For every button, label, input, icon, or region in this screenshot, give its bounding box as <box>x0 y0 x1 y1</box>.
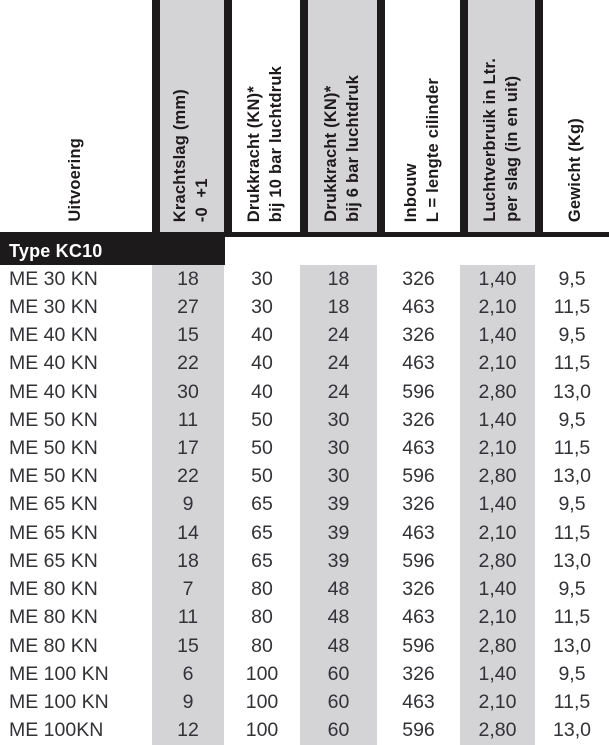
table-row <box>0 717 609 745</box>
cell-value: 50 <box>251 408 273 431</box>
cell-value: 18 <box>300 293 377 321</box>
header-label: Drukkracht (KN)* <box>321 85 340 222</box>
cell-value: 2,10 <box>460 604 535 632</box>
header-sublabel: L = lengte cilinder <box>423 77 442 222</box>
header-sublabel: bij 6 bar luchtdruk <box>343 75 362 222</box>
table-row <box>0 576 609 604</box>
table-row <box>0 689 609 717</box>
table-row <box>0 491 609 519</box>
header-sublabel: -0 +1 <box>193 178 211 222</box>
table-row <box>0 632 609 660</box>
cell-value: 65 <box>251 493 273 516</box>
cell-value: 48 <box>300 576 377 604</box>
cell-value: 18 <box>152 547 224 575</box>
cell-uitvoering: ME 100 KN <box>9 662 109 685</box>
cell-value: 2,80 <box>460 717 535 745</box>
cell-value: 9,5 <box>558 324 586 347</box>
cell-value: 100 <box>245 691 279 714</box>
cell-value: 596 <box>402 380 435 403</box>
cell-value: 1,40 <box>460 321 535 349</box>
header-cell-5 <box>377 0 460 232</box>
table-row <box>0 547 609 575</box>
cell-value: 2,10 <box>460 519 535 547</box>
cell-value: 463 <box>402 691 435 714</box>
cell-value: 2,10 <box>460 350 535 378</box>
cell-value: 463 <box>402 295 435 318</box>
header-rotated-text <box>170 89 214 222</box>
cell-uitvoering: ME 65 KN <box>9 521 98 544</box>
cell-value: 2,80 <box>460 378 535 406</box>
cell-value: 596 <box>402 465 435 488</box>
table-row <box>0 434 609 462</box>
table-row <box>0 265 609 293</box>
cell-value: 9,5 <box>558 493 586 516</box>
cell-value: 1,40 <box>460 265 535 293</box>
cell-value: 2,80 <box>460 632 535 660</box>
cell-value: 40 <box>251 380 273 403</box>
cell-value: 1,40 <box>460 406 535 434</box>
cell-uitvoering: ME 40 KN <box>9 380 98 403</box>
cell-value: 13,0 <box>553 634 591 657</box>
cell-uitvoering: ME 40 KN <box>9 352 98 375</box>
cell-value: 39 <box>300 491 377 519</box>
cell-value: 24 <box>300 321 377 349</box>
cell-value: 22 <box>152 463 224 491</box>
cell-value: 11 <box>152 406 224 434</box>
cell-value: 80 <box>251 606 273 629</box>
cell-value: 15 <box>152 321 224 349</box>
header-rotated-text <box>565 118 587 222</box>
cell-value: 326 <box>402 578 435 601</box>
cell-value: 50 <box>251 465 273 488</box>
cell-uitvoering: ME 100 KN <box>9 691 109 714</box>
cell-value: 326 <box>402 267 435 290</box>
header-cell-2 <box>152 0 224 232</box>
cell-uitvoering: ME 40 KN <box>9 324 98 347</box>
cell-uitvoering: ME 30 KN <box>9 267 98 290</box>
cell-value: 27 <box>152 293 224 321</box>
cell-uitvoering: ME 100KN <box>9 719 104 742</box>
section-label: Type KC10 <box>0 237 225 265</box>
cell-value: 13,0 <box>553 549 591 572</box>
cell-value: 596 <box>402 549 435 572</box>
header-cell-7 <box>535 0 609 232</box>
cell-value: 11,5 <box>553 295 591 318</box>
table-row <box>0 321 609 349</box>
cell-value: 80 <box>251 578 273 601</box>
table-row <box>0 378 609 406</box>
header-label: Gewicht (Kg) <box>566 117 585 222</box>
cell-value: 2,10 <box>460 434 535 462</box>
header-label: Krachtslag (mm) <box>171 88 190 222</box>
cell-value: 39 <box>300 547 377 575</box>
cell-value: 2,10 <box>460 689 535 717</box>
cell-value: 17 <box>152 434 224 462</box>
header-cell-3 <box>224 0 300 232</box>
table-header <box>0 0 609 237</box>
cell-uitvoering: ME 65 KN <box>9 493 98 516</box>
cell-value: 22 <box>152 350 224 378</box>
cell-value: 60 <box>300 689 377 717</box>
cell-value: 463 <box>402 521 435 544</box>
cell-value: 30 <box>152 378 224 406</box>
cell-value: 326 <box>402 408 435 431</box>
cell-value: 40 <box>251 352 273 375</box>
cell-value: 9,5 <box>558 662 586 685</box>
cell-value: 18 <box>152 265 224 293</box>
cell-value: 6 <box>152 660 224 688</box>
cell-value: 65 <box>251 521 273 544</box>
table-body <box>0 265 609 745</box>
cell-value: 463 <box>402 437 435 460</box>
cell-value: 11,5 <box>553 437 591 460</box>
header-cell-6 <box>460 0 535 232</box>
header-rotated-text <box>244 66 288 222</box>
cell-value: 11,5 <box>553 521 591 544</box>
cell-uitvoering: ME 50 KN <box>9 437 98 460</box>
cell-value: 48 <box>300 632 377 660</box>
cell-value: 18 <box>300 265 377 293</box>
cell-uitvoering: ME 80 KN <box>9 634 98 657</box>
cell-value: 463 <box>402 606 435 629</box>
cell-value: 24 <box>300 378 377 406</box>
cell-uitvoering: ME 50 KN <box>9 465 98 488</box>
cell-value: 11,5 <box>553 606 591 629</box>
cell-value: 30 <box>300 406 377 434</box>
cell-value: 100 <box>245 719 279 742</box>
cell-value: 326 <box>402 493 435 516</box>
cell-value: 596 <box>402 719 435 742</box>
header-label: Luchtverbruik in Ltr. <box>480 58 499 222</box>
cell-value: 11,5 <box>553 691 591 714</box>
cell-value: 48 <box>300 604 377 632</box>
cell-value: 13,0 <box>553 719 591 742</box>
cell-value: 326 <box>402 324 435 347</box>
section-row <box>0 237 609 265</box>
cell-uitvoering: ME 65 KN <box>9 549 98 572</box>
cell-value: 40 <box>251 324 273 347</box>
table-row <box>0 660 609 688</box>
header-rotated-text <box>401 78 445 222</box>
cell-value: 9 <box>152 689 224 717</box>
cell-value: 39 <box>300 519 377 547</box>
cell-value: 11 <box>152 604 224 632</box>
header-sublabel: bij 10 bar luchtdruk <box>267 65 285 222</box>
cell-value: 15 <box>152 632 224 660</box>
table-row <box>0 604 609 632</box>
cell-value: 2,80 <box>460 463 535 491</box>
cell-value: 30 <box>251 295 273 318</box>
cell-uitvoering: ME 80 KN <box>9 578 98 601</box>
cell-value: 24 <box>300 350 377 378</box>
header-cell-1 <box>0 0 152 232</box>
cell-value: 65 <box>251 549 273 572</box>
cell-value: 14 <box>152 519 224 547</box>
cell-value: 100 <box>245 662 279 685</box>
cell-value: 7 <box>152 576 224 604</box>
cell-value: 1,40 <box>460 660 535 688</box>
cell-value: 9,5 <box>558 267 586 290</box>
table-row <box>0 463 609 491</box>
cell-value: 30 <box>300 463 377 491</box>
header-rotated-text <box>321 75 365 222</box>
header-rotated-text <box>480 58 524 222</box>
header-label: Uitvoering <box>66 138 85 222</box>
table-row <box>0 293 609 321</box>
table-row <box>0 406 609 434</box>
cell-value: 80 <box>251 634 273 657</box>
header-label: Drukkracht (KN)* <box>245 85 264 222</box>
cell-uitvoering: ME 50 KN <box>9 408 98 431</box>
table-row <box>0 519 609 547</box>
header-sublabel: per slag (in en uit) <box>502 75 521 222</box>
cell-uitvoering: ME 80 KN <box>9 606 98 629</box>
cell-value: 1,40 <box>460 576 535 604</box>
header-cell-4 <box>300 0 377 232</box>
cell-value: 30 <box>251 267 273 290</box>
cell-value: 2,10 <box>460 293 535 321</box>
cell-value: 60 <box>300 660 377 688</box>
cell-value: 463 <box>402 352 435 375</box>
cell-value: 60 <box>300 717 377 745</box>
cell-value: 30 <box>300 434 377 462</box>
cell-value: 9,5 <box>558 578 586 601</box>
table-row <box>0 350 609 378</box>
cell-value: 596 <box>402 634 435 657</box>
cell-value: 50 <box>251 437 273 460</box>
cell-value: 1,40 <box>460 491 535 519</box>
cell-value: 11,5 <box>553 352 591 375</box>
cell-value: 13,0 <box>553 465 591 488</box>
cell-value: 13,0 <box>553 380 591 403</box>
cell-value: 2,80 <box>460 547 535 575</box>
cell-value: 326 <box>402 662 435 685</box>
cell-value: 12 <box>152 717 224 745</box>
cell-uitvoering: ME 30 KN <box>9 295 98 318</box>
cell-value: 9 <box>152 491 224 519</box>
cell-value: 9,5 <box>558 408 586 431</box>
header-rotated-text <box>65 138 87 222</box>
header-label: Inbouw <box>401 163 420 222</box>
